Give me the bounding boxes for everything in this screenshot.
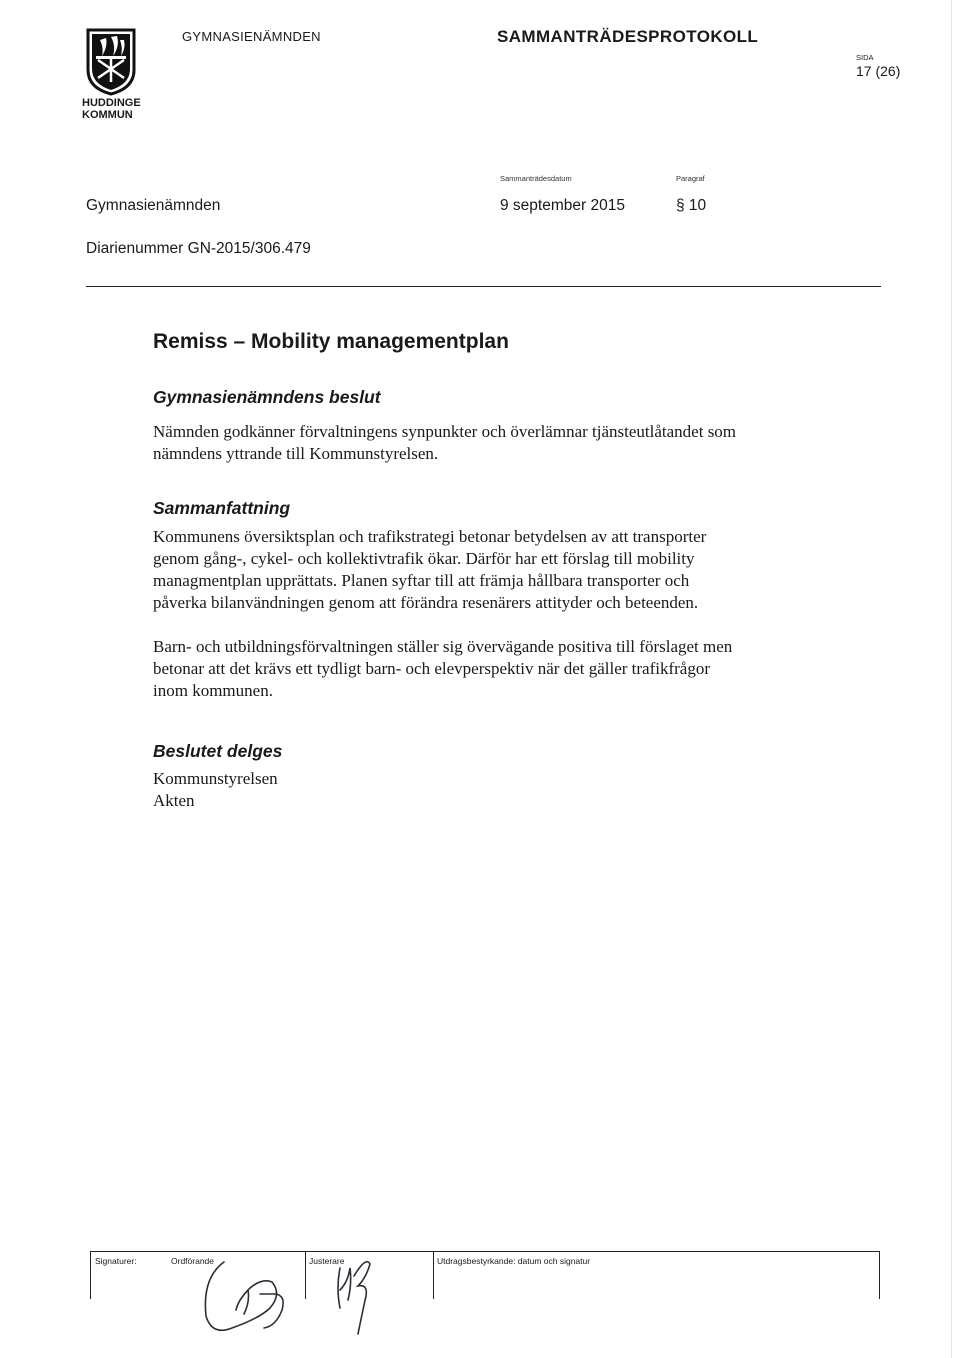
committee-header: GYMNASIENÄMNDEN [182,29,321,44]
summary-text-2 [153,636,823,702]
header-divider [86,286,881,287]
distribution-item: Akten [153,791,195,810]
distribution-item: Kommunstyrelsen [153,769,278,788]
paragraph-label: Paragraf [676,174,705,183]
summary-text [153,526,823,614]
summary2-line: betonar att det krävs ett tydligt barn- och elevperspektiv när det gäller trafikfrågor [153,659,710,678]
summary-line: Kommunens översiktsplan och trafikstrategi betonar betydelsen av att transporter [153,527,707,546]
handwritten-signatures [190,1238,430,1353]
decision-line: nämndens yttrande till Kommunstyrelsen. [153,444,439,463]
summary-heading: Sammanfattning [153,498,291,518]
page-number: 17 (26) [856,63,901,79]
municipality-name-line1: HUDDINGE [82,97,141,109]
committee-name: Gymnasienämnden [86,197,221,214]
decision-text [153,421,823,465]
signature-divider [433,1252,434,1299]
chair-label: Ordförande [171,1256,214,1266]
meeting-date: 9 september 2015 [500,197,625,214]
extract-label: Utdragsbestyrkande: datum och signatur [437,1256,591,1266]
summary-line: genom gång-, cykel- och kollektivtrafik ökar. Därför har ett förslag till mobility [153,549,695,568]
paragraph-number: § 10 [676,197,707,214]
summary-line: påverka bilanvändningen genom att förändra resenärers attityder och beteenden. [153,593,699,612]
document-title: Remiss – Mobility managementplan [153,330,509,353]
page-edge [951,0,952,1358]
municipality-logo [82,26,140,96]
adjuster-label: Justerare [309,1256,345,1266]
distribution-list [153,768,823,812]
diary-number: Diarienummer GN-2015/306.479 [86,240,311,257]
municipality-name-line2: KOMMUN [82,109,133,121]
distribution-heading: Beslutet delges [153,741,283,761]
municipality-name [82,97,141,121]
summary2-line: Barn- och utbildningsförvaltningen ställer sig övervägande positiva till förslaget men [153,637,733,656]
document-type: SAMMANTRÄDESPROTOKOLL [497,27,759,46]
meeting-date-label: Sammanträdesdatum [500,174,572,183]
decision-heading: Gymnasienämndens beslut [153,387,381,407]
summary2-line: inom kommunen. [153,681,273,700]
decision-line: Nämnden godkänner förvaltningens synpunkter och överlämnar tjänsteutlåtandet som [153,422,737,441]
page-label: SIDA [856,53,874,62]
signatures-label: Signaturer: [95,1256,137,1266]
summary-line: managmentplan upprättats. Planen syftar till att främja hållbara transporter och [153,571,690,590]
